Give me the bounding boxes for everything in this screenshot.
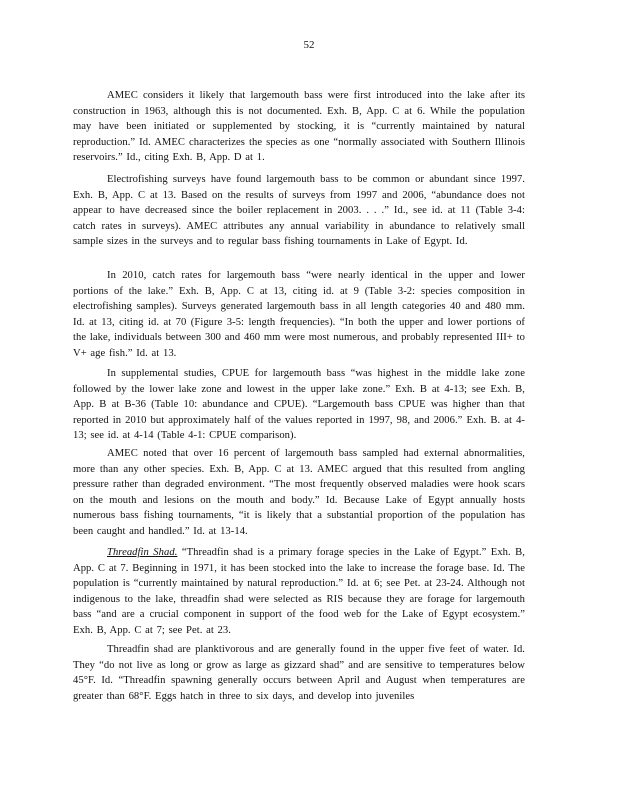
paragraph-external-abnormalities: AMEC noted that over 16 percent of largemouth bass sampled had external abnormalities, more than any other species. Exh. B, App. C at 13. AMEC argued that this resulted from angling pressure rather than degraded environment. “The most frequently observed maladies were hook scars on the mouth and lesions on the mouth and body.” Id. Because Lake of Egypt annually hosts numerous bass fishing tournaments, “it is likely that a substantial proportion of the population has been caught and handled.” Id. at 13-14. [73,448,525,537]
page-number: 52 [303,39,315,51]
paragraph-electrofishing-surveys: Electrofishing surveys have found largemouth bass to be common or abundant since 1997. Exh. B, App. C at 13. Based on the results of surveys from 1997 and 2006, “abundance does not appear to have decreased since the boiler replacement in 2003. . . .” Id., see id. at 11 (Table 3-4: catch rates in surveys). AMEC attributes any annual variability in abundance to relatively small sample sizes in the surveys and to regular bass fishing tournaments in Lake of Egypt. Id. [73,174,525,248]
paragraph-supplemental-cpue: In supplemental studies, CPUE for largemouth bass “was highest in the middle lake zone followed by the lower lake zone and lowest in the upper lake zone.” Exh. B at 4-13; see Exh. B, App. B at B-36 (Table 10: abundance and CPUE). “Largemouth bass CPUE was higher than that reported in 2010 but approximately half of the values reported in 1997, 98, and 2006.” Exh. B. at 4-13; see id. at 4-14 (Table 4-1: CPUE comparison). [73,368,525,442]
paragraph-catch-rates-2010: In 2010, catch rates for largemouth bass “were nearly identical in the upper and lower portions of the lake.” Exh. B, App. C at 13, citing id. at 9 (Table 3-2: species composition in electrofishing samples). Surveys generated largemouth bass in all length categories 40 and 480 mm. Id. at 13, citing id. at 70 (Figure 3-5: length frequencies). “In both the upper and lower portions of the lake, individuals between 300 and 460 mm were most numerous, and probably represented III+ to V+ age fish.” Id. at 13. [73,270,525,359]
paragraph-amec-largemouth-introduction: AMEC considers it likely that largemouth bass were first introduced into the lake after its construction in 1963, although this is not documented. Exh. B, App. C at 6. While the population may have been initiated or supplemented by stocking, it is “currently maintained by natural reproduction.” Id. AMEC characterizes the species as one “normally associated with Southern Illinois reservoirs.” Id., citing Exh. B, App. D at 1. [73,90,525,164]
paragraph-threadfin-ecology: Threadfin shad are planktivorous and are generally found in the upper five feet of water. Id. They “do not live as long or grow as large as gizzard shad” and are sensitive to temperatures below 45°F. Id. “Threadfin spawning generally occurs between April and August when temperatures are greater than 68°F. Eggs hatch in three to six days, and develop into juveniles [73,644,525,702]
section-heading-threadfin-shad: Threadfin Shad. [107,547,178,558]
paragraph-threadfin-shad: Threadfin Shad. “Threadfin shad is a primary forage species in the Lake of Egypt.” Exh. B, App. C at 7. Beginning in 1971, it has been stocked into the lake to increase the forage base. Id. The population is “currently maintained by natural reproduction.” Id. at 6; see Pet. at 23-24. Although not indigenous to the lake, threadfin shad were selected as RIS because they are forage for largemouth bass “and are a crucial component in support of the food web for the Lake of Egypt ecosystem.” Exh. B, App. C at 7; see Pet. at 23. [73,547,525,636]
